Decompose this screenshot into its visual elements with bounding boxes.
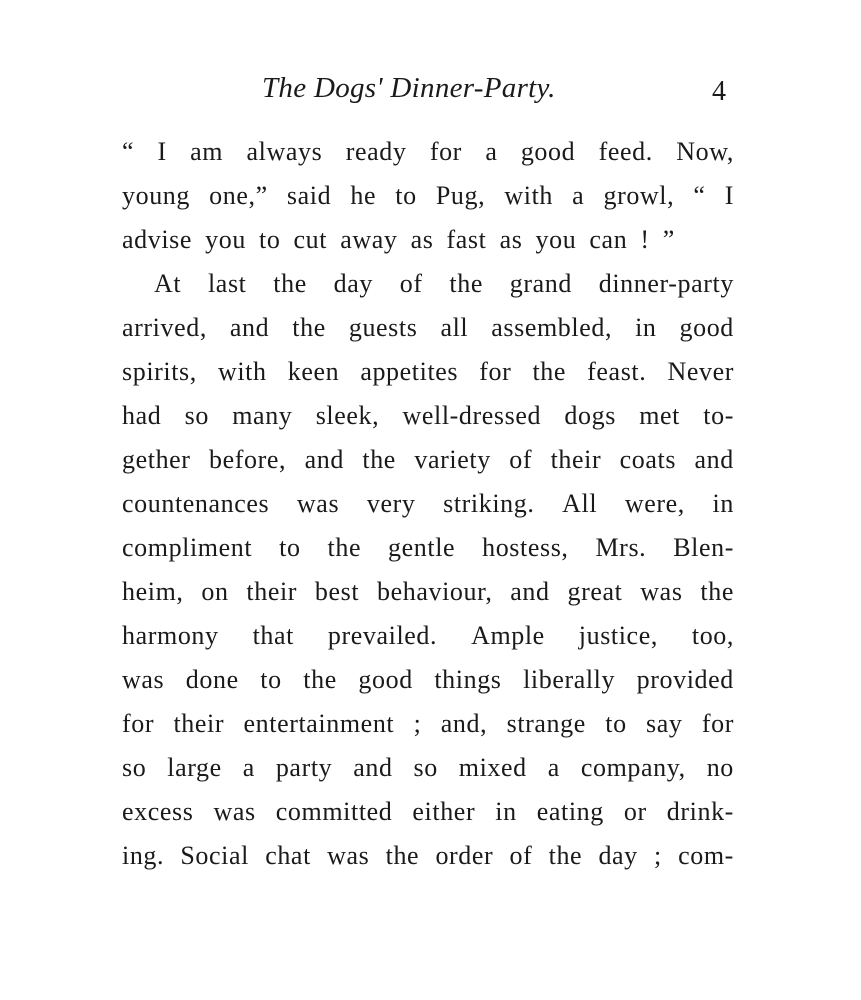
text-line	[122, 350, 734, 394]
word: very	[366, 489, 416, 518]
word: things	[434, 665, 502, 694]
word: and	[510, 577, 550, 606]
word: Pug,	[435, 181, 486, 210]
text-line	[122, 614, 734, 658]
word: to	[279, 533, 301, 562]
word: he	[350, 181, 377, 210]
running-title: The Dogs' Dinner-Party.	[262, 72, 556, 104]
word: arrived,	[122, 313, 207, 342]
word: heim,	[122, 577, 184, 606]
word: for	[429, 137, 462, 166]
word: dinner-party	[598, 269, 734, 298]
word: day	[598, 841, 638, 870]
text-line	[122, 438, 734, 482]
word: to	[605, 709, 627, 738]
word: Ample	[471, 621, 545, 650]
word: before,	[209, 445, 287, 474]
word: eating	[536, 797, 604, 826]
word: a	[572, 181, 585, 210]
text-line	[122, 790, 734, 834]
word: in	[635, 313, 657, 342]
word: liberally	[523, 665, 616, 694]
word: a	[242, 753, 255, 782]
word: Social	[180, 841, 249, 870]
word: growl,	[603, 181, 675, 210]
word: said	[286, 181, 332, 210]
word: harmony	[122, 621, 219, 650]
word: to	[260, 665, 282, 694]
word: to-	[703, 401, 734, 430]
word: drink-	[666, 797, 734, 826]
word: the	[449, 269, 483, 298]
word: was	[327, 841, 370, 870]
word: of	[399, 269, 423, 298]
word: I	[724, 181, 734, 210]
word: prevailed.	[327, 621, 438, 650]
word: was	[296, 489, 340, 518]
word: their	[173, 709, 225, 738]
word: for	[701, 709, 734, 738]
word: committed	[275, 797, 393, 826]
word: a	[547, 753, 560, 782]
word: were,	[624, 489, 685, 518]
word: was	[122, 665, 165, 694]
word: last	[207, 269, 247, 298]
word: their	[246, 577, 298, 606]
word: or	[623, 797, 647, 826]
word: the	[700, 577, 734, 606]
word: great	[567, 577, 623, 606]
word: striking.	[443, 489, 535, 518]
word: so	[413, 753, 438, 782]
text-line	[122, 130, 734, 174]
text-line	[122, 746, 734, 790]
word: coats	[619, 445, 677, 474]
text-line	[122, 306, 734, 350]
word: “	[122, 137, 135, 166]
word: the	[385, 841, 420, 870]
word: so	[122, 753, 147, 782]
word: all	[440, 313, 469, 342]
word: to	[395, 181, 417, 210]
word: company,	[580, 753, 686, 782]
word: order	[435, 841, 494, 870]
word: one,”	[209, 181, 268, 210]
word: was	[640, 577, 683, 606]
word: I	[157, 137, 167, 166]
word: their	[550, 445, 602, 474]
word: party	[275, 753, 333, 782]
word: Now,	[676, 137, 734, 166]
word: ;	[654, 841, 662, 870]
word: entertainment	[243, 709, 395, 738]
word: provided	[636, 665, 734, 694]
text-line	[122, 174, 734, 218]
text-line	[122, 702, 734, 746]
word: ready	[345, 137, 407, 166]
word: and	[229, 313, 270, 342]
word: for	[122, 709, 155, 738]
word: and,	[440, 709, 488, 738]
word: either	[412, 797, 476, 826]
word: day	[333, 269, 373, 298]
word: good	[679, 313, 734, 342]
word: with	[217, 357, 267, 386]
word: am	[190, 137, 224, 166]
text-line	[122, 570, 734, 614]
word: guests	[348, 313, 418, 342]
word: gentle	[388, 533, 456, 562]
word: done	[185, 665, 239, 694]
word: At	[154, 269, 182, 298]
word: behaviour,	[377, 577, 493, 606]
word: in	[495, 797, 517, 826]
word: the	[303, 665, 337, 694]
word: chat	[265, 841, 311, 870]
word: Blen-	[673, 533, 734, 562]
word: a	[485, 137, 498, 166]
word: the	[362, 445, 396, 474]
word: say	[646, 709, 683, 738]
word: Never	[667, 357, 734, 386]
word: and	[353, 753, 393, 782]
word: for	[479, 357, 512, 386]
word: large	[167, 753, 222, 782]
word: always	[246, 137, 323, 166]
word: and	[304, 445, 344, 474]
word: compliment	[122, 533, 253, 562]
word: of	[509, 841, 533, 870]
text-line	[122, 394, 734, 438]
word: feed.	[598, 137, 653, 166]
word: gether	[122, 445, 191, 474]
word: dogs	[564, 401, 616, 430]
word: many	[232, 401, 293, 430]
word: good	[358, 665, 413, 694]
word: and	[694, 445, 734, 474]
word: sleek,	[315, 401, 380, 430]
word: met	[639, 401, 680, 430]
word: appetites	[360, 357, 459, 386]
word: “	[693, 181, 706, 210]
word: ;	[413, 709, 422, 738]
word: Mrs.	[595, 533, 647, 562]
word: young	[122, 181, 190, 210]
word: of	[509, 445, 533, 474]
word: had	[122, 401, 162, 430]
word: too,	[691, 621, 734, 650]
word: well-dressed	[402, 401, 542, 430]
text-line	[122, 526, 734, 570]
word: keen	[287, 357, 340, 386]
text-line	[122, 658, 734, 702]
word: the	[292, 313, 326, 342]
word: good	[520, 137, 576, 166]
word: excess	[122, 797, 194, 826]
word: in	[712, 489, 734, 518]
word: spirits,	[122, 357, 197, 386]
word: the	[273, 269, 307, 298]
word: so	[184, 401, 209, 430]
word: that	[252, 621, 294, 650]
word: All	[562, 489, 598, 518]
word: the	[548, 841, 583, 870]
word: was	[213, 797, 256, 826]
word: the	[327, 533, 362, 562]
word: the	[532, 357, 567, 386]
word: countenances	[122, 489, 270, 518]
word: on	[201, 577, 229, 606]
word: grand	[509, 269, 572, 298]
word: feast.	[587, 357, 647, 386]
word: com-	[678, 841, 734, 870]
body-text	[122, 130, 734, 878]
word: variety	[414, 445, 491, 474]
word: strange	[506, 709, 586, 738]
word: mixed	[458, 753, 527, 782]
text-line	[122, 482, 734, 526]
text-line	[122, 262, 734, 306]
word: with	[504, 181, 554, 210]
text-line	[122, 834, 734, 878]
page-number: 4	[712, 76, 726, 107]
word: no	[706, 753, 734, 782]
text-line: advise you to cut away as fast as you can ! ”	[122, 225, 675, 254]
word: justice,	[578, 621, 658, 650]
word: assembled,	[491, 313, 613, 342]
word: hostess,	[482, 533, 569, 562]
word: best	[314, 577, 360, 606]
word: ing.	[122, 841, 165, 870]
